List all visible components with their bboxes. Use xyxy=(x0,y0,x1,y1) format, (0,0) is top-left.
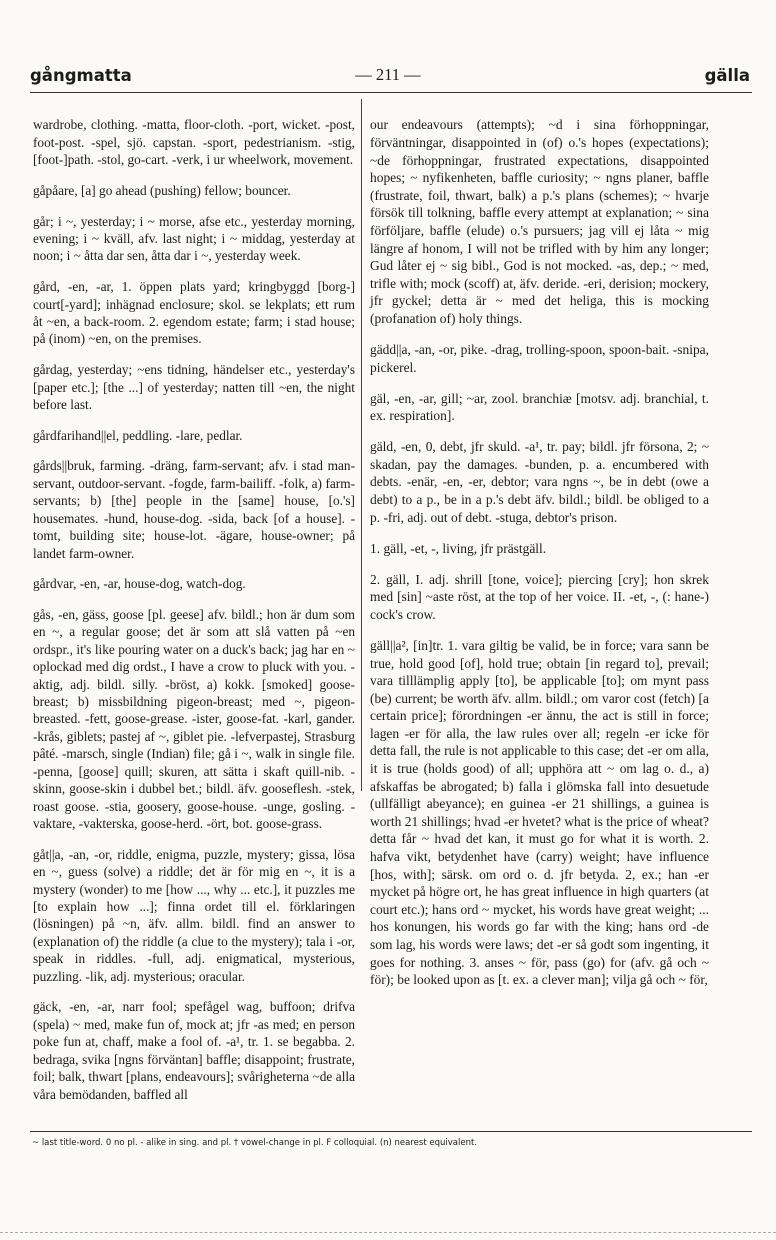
entry: wardrobe, clothing. -matta, floor-cloth. -port, wicket. -post, foot-post. -spel, sjö. capstan. -sport, pedestrianism. -stig, [foot-]path. -stol, go-cart. -verk, i ur wheelwork, movement. xyxy=(33,117,355,168)
entry: gäck, -en, -ar, narr fool; spefågel wag, buffoon; drifva (spela) ~ med, make fun of, mock at; jfr -as med; en person poke fun at, chaff, make a fool of. -a¹, tr. 1. se begabba. 2. bedraga, svika [ngns förväntan] baffle; disappoint; frustrate, foil; balk, thwart [plans, endeavours]; svårigheterna ~de alla våra bemödanden, baffled all xyxy=(33,999,355,1102)
page-number: — 211 — xyxy=(355,65,421,84)
entry: gäll||a², [in]tr. 1. vara giltig be valid, be in force; vara sann be true, hold good [of], hold true; obtain [in regard to], prevail; vara tilllämplig apply [to], be applicable [to]; om mynt pass (be) current; be worth äfv. allm. bildl.; om varor cost (fetch) [a certain price]; förordningen -er ännu, the act is still in force; lagen -er för alla, the law rules over all; regeln -er icke för detta fall, the rule is not applicable to this case; det -er om alla, it is true (holds good) of all; upphöra att ~ om lag o. d., a) afskaffas be abrogated; b) falla i glömska fall into desuetude (ullfälligt abeyance); en guinea -er 21 shillings, a guinea is worth 21 shillings; hvad -er hvetet? what is the price of wheat? detta får ~ hvad det kan, it must go for what it is worth. 2. hafva vikt, betydenhet have (carry) weight; have influence [hos, with]; särsk. om ord o. d. jfr betydа. 2, ex.; han -er mycket på högre ort, he has great influence in high quarters (at court etc.); hans ord ~ mycket, his words have great weight; ... hos konungen, his words go far with the king; hans ord -de som lag, his words were laws; det -er så godt som ingenting, it goes for nothing. 3. anses ~ för, pass (go) for (afv. gå och ~ för); be looked upon as [t. ex. a clever man]; vilja gå och ~ för, xyxy=(370,637,709,988)
entry: 1. gäll, -et, -, living, jfr prästgäll. xyxy=(370,540,547,556)
entry: our endeavours (attempts); ~d i sina förhoppningar, förväntningar, disappointed in (of) o.'s hopes (expectations); ~de förhoppningar, frustrated expectations, disappointed hopes; ~ nyfikenheten, baffle curiosity; ~ ngns planer, baffle (frustrate, foil, thwart, balk) a p.'s plans (schemes); ~ hvarje försök till tolkning, baffle every attempt at explanation; ~ sina förföljare, baffle (elude) o.'s pursuers; jag vill ej låta ~ mig längre af honom, I will not be trifled with by him any longer; Gud låter ej ~ sig bibl., God is not mocked. -as, dep.; ~ med, trifle with; mock (scoff) at, äfv. deride. -eri, derision; mockery, jfr gyckel; detta är ~ med det heliga, this is mocking (profanation of) holy things. xyxy=(370,117,709,326)
entry: gåpåare, [a] go ahead (pushing) fellow; bouncer. xyxy=(33,182,291,198)
right-column xyxy=(370,103,709,1002)
entry: gård, -en, -ar, 1. öppen plats yard; kringbyggd [borg-] court[-yard]; inhägnad enclosure; skol. se lekplats; ett rum åt ~en, a back-room. 2. egendom estate; farm; i stad house; på (inom) ~en, on the premises. xyxy=(33,279,355,347)
entry: gäld, -en, 0, debt, jfr skuld. -a¹, tr. pay; bildl. jfr försona, 2; ~ skadan, pay the damages. -bunden, p. a. encumbered with debts. -enär, -en, -er, debtor; vara ngns ~, be in debt (owe a debt) to a p., be in a p.'s debt äfv. bildl.; bildl. be obliged to a p. -fri, adj. out of debt. -stuga, debtor's prison. xyxy=(370,439,709,525)
left-guide-word: gångmatta xyxy=(30,66,132,85)
page-edge-dashes xyxy=(0,1232,776,1233)
entry: 2. gäll, I. adj. shrill [tone, voice]; piercing [cry]; hon skrek med [sin] ~aste röst, at the top of her voice. II. -et, -, (: hane-) cock's crow. xyxy=(370,571,709,622)
entry: går; i ~, yesterday; i ~ morse, afse etc., yesterday morning, evening; i ~ kväll, afv. last night; i ~ middag, yesterday at noon; i ~ åtta dar sen, åtta dar i ~, yesterday week. xyxy=(33,213,355,264)
abbreviation-legend: ~ last title-word. 0 no pl. - alike in sing. and pl. † vowel-change in pl. F colloquial. (n) nearest equivalent. xyxy=(32,1138,478,1148)
column-divider xyxy=(361,99,362,791)
right-guide-word: gälla xyxy=(704,66,750,85)
entry: gårds||bruk, farming. -dräng, farm-servant; afv. i stad man-servant, outdoor-servant. -fogde, farm-bailiff. -folk, a) farm-servants; b) [the] people in the [same] house, [o.'s] housemates. -hund, house-dog. -sida, back [of a house]. -tomt, building site; house-lot. -ägare, house-owner; på landet farm-owner. xyxy=(33,458,355,561)
entry: gås, -en, gäss, goose [pl. geese] afv. bildl.; hon är dum som en ~, a regular goose; det är som att slå vatten på ~en ordspr., it's like pouring water on a duck's back; jag har en ~ oplockad med dig ordst., I have a crow to pluck with you. -aktig, adj. bildl. silly. -bröst, a) kokk. [smoked] goose-breast; b) missbildning pigeon-breast; med ~, pigeon-breasted. -fett, goose-grease. -ister, goose-fat. -karl, gander. -krås, giblets; pastej af ~, giblet pie. -lefverpastej, Strasburg pâté. -marsch, single (Indian) file; gå i ~, walk in single file. -penna, [goose] quill; skuren, att sätta i skaft quill-nib. -skinn, goose-skin i dubbel bet.; bildl. äfv. gooseflesh. -stek, roast goose. -stia, goosery, goose-house. -unge, gosling. -vaktare, -vakterska, goose-herd. -ört, bot. goose-grass. xyxy=(33,606,355,832)
entry: gäl, -en, -ar, gill; ~ar, zool. branchiæ [motsv. adj. branchial, t. ex. respiration]. xyxy=(370,390,709,424)
left-column xyxy=(33,103,355,1116)
entry: gårdvar, -en, -ar, house-dog, watch-dog. xyxy=(33,576,246,592)
entry: gädd||a, -an, -or, pike. -drag, trolling-spoon, spoon-bait. -snipa, pickerel. xyxy=(370,342,709,375)
header-rule xyxy=(30,92,752,93)
footer-rule xyxy=(30,1131,752,1132)
page-header xyxy=(0,0,776,100)
entry: gåt||a, -an, -or, riddle, enigma, puzzle, mystery; gissa, lösa en ~, guess (solve) a riddle; det är för mig en ~, it is a mystery (wonder) to me [how ..., why ... etc.], it puzzles me [to explain how ...]; finna ordet till el. förklaringen (lösningen) på ~n, äfv. allm. bildl. find an answer to (explanation of) the riddle (a clue to the mystery); tala i -or, speak in riddles. -full, adj. enigmatical, mysterious, puzzling. -lik, adj. mysterious; oracular. xyxy=(33,846,355,984)
entry: gårdag, yesterday; ~ens tidning, händelser etc., yesterday's [paper etc.]; [the ...] of yesterday; natten till ~en, the night before last. xyxy=(33,362,355,412)
entry: gårdfarihand||el, peddling. -lare, pedlar. xyxy=(33,427,243,443)
